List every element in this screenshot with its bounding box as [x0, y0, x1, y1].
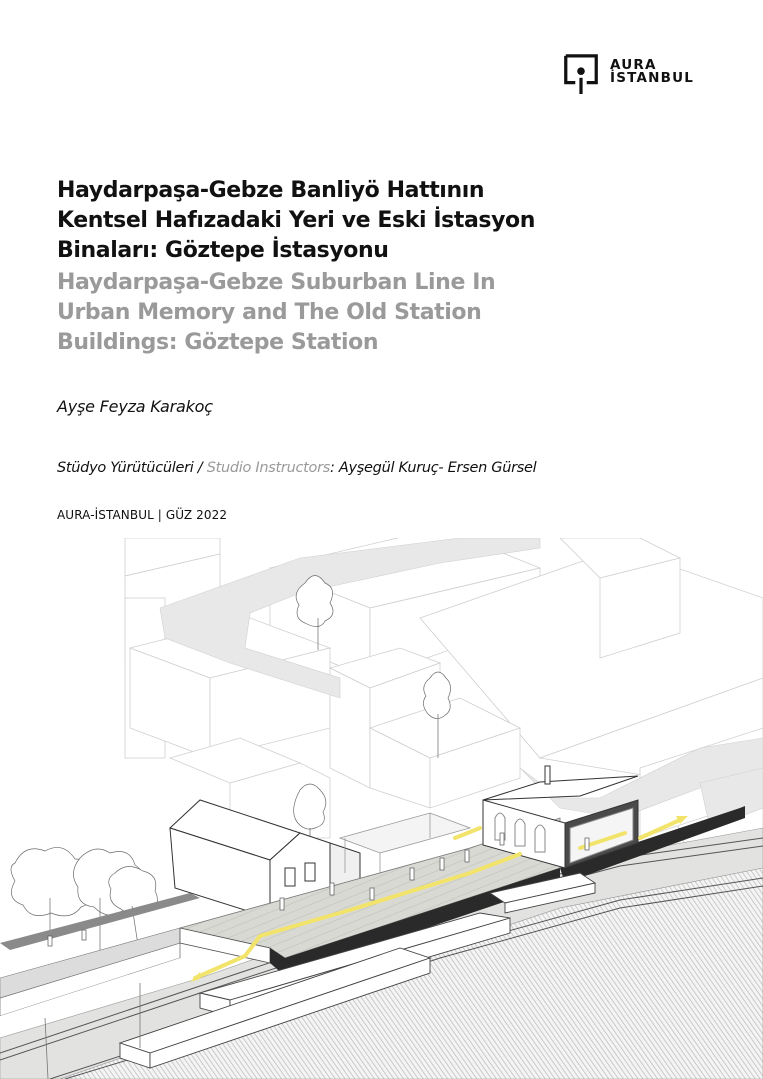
logo-wordmark	[610, 59, 694, 85]
instructors-names: : Ayşegül Kuruç- Ersen Gürsel	[330, 460, 537, 476]
title-tr-line-3: Binaları: Göztepe İstasyonu	[57, 238, 389, 263]
title-tr-line-1: Haydarpaşa-Gebze Banliyö Hattının	[57, 178, 485, 203]
title-en-line-1: Haydarpaşa-Gebze Suburban Line In	[57, 270, 496, 295]
aura-istanbul-logo-icon	[563, 54, 599, 94]
title-en-line-2: Urban Memory and The Old Station	[57, 300, 482, 325]
title-turkish	[57, 176, 677, 266]
title-en-line-3: Buildings: Göztepe Station	[57, 330, 379, 355]
author-name: Ayşe Feyza Karakoç	[57, 397, 213, 416]
aura-istanbul-logo	[563, 52, 713, 108]
studio-instructors	[57, 460, 536, 476]
instructors-label-en: Studio Instructors	[206, 460, 330, 476]
title-tr-line-2: Kentsel Hafızadaki Yeri ve Eski İstasyon	[57, 208, 536, 233]
publication-meta: AURA-İSTANBUL | GÜZ 2022	[57, 508, 228, 522]
logo-line-2: İSTANBUL	[610, 70, 695, 86]
logo-line-1: AURA	[610, 57, 657, 73]
axonometric-station-illustration	[0, 538, 763, 1079]
instructors-label-tr: Stüdyo Yürütücüleri /	[57, 460, 207, 476]
title-block	[57, 176, 677, 358]
title-english	[57, 268, 677, 358]
